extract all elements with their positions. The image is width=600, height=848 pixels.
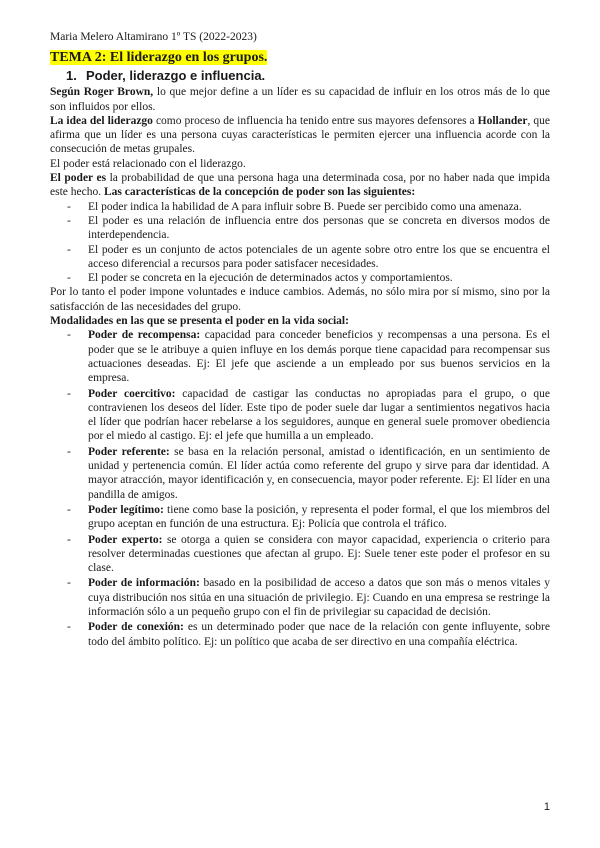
bullet-dash: - bbox=[67, 214, 71, 227]
tema-title bbox=[50, 49, 550, 66]
modality-text: capacidad para conceder beneficios y recompensas a una persona. Es el poder que se le atribuye a quien influye en los demás porque tiene capacidad para recompensar sus actuaciones deseadas. Ej: El jefe que asciende a un empleado por sus buenos servicios en la empresa. bbox=[88, 329, 550, 385]
paragraph-brown-bold: Según Roger Brown, bbox=[50, 86, 154, 99]
modality-text: basado en la posibilidad de acceso a datos que son más o menos vitales y cuya distribución nos sitúa en una situación de privilegio. Ej: Cuando en una empresa se restringe la información sólo a un pequeño grupo con el fin de privilegiar su capacidad de decisión. bbox=[88, 577, 550, 618]
paragraph-power-bold1: El poder es bbox=[50, 172, 107, 185]
section-title: Poder, liderazgo e influencia. bbox=[86, 68, 266, 84]
document-body bbox=[50, 30, 550, 650]
list-item bbox=[50, 200, 550, 214]
modality-text: capacidad de castigar las conductas no apropiadas para el grupo, o que contravienen los deseos del líder. Este tipo de poder suele dar lugar a sentimientos negativos hacia el líder que podrían hacer rebelarse a los seguidores, aunque en general suele promover obediencia por el miedo al castigo. Ej: el jefe que humilla a un empleado. bbox=[88, 387, 551, 443]
modality-item bbox=[50, 576, 550, 619]
author-line: Maria Melero Altamirano 1º TS (2022-2023) bbox=[50, 31, 257, 43]
modality-item bbox=[50, 445, 550, 502]
list-item-text: El poder es un conjunto de actos potenciales de un agente sobre otro entre los que se encuentra el acceso diferencial a recursos para poder satisfacer necesidades. bbox=[88, 243, 550, 270]
paragraph-brown bbox=[50, 85, 550, 114]
paragraph-hollander-text1: como proceso de influencia ha tenido entre sus mayores defensores a bbox=[152, 114, 478, 127]
modality-item bbox=[50, 328, 550, 385]
modalities-heading bbox=[50, 314, 550, 328]
paragraph-brown-text: lo que mejor define a un líder es su capacidad de influir en los otros más de lo que son influidos por ellos. bbox=[50, 86, 551, 113]
modality-term: Poder referente: bbox=[88, 445, 170, 458]
list-item-text: El poder indica la habilidad de A para influir sobre B. Puede ser percibido como una amenaza. bbox=[88, 200, 522, 213]
modality-item bbox=[50, 503, 550, 532]
modality-term: Poder experto: bbox=[88, 533, 163, 546]
bullet-dash: - bbox=[67, 387, 71, 400]
paragraph-power-definition bbox=[50, 171, 550, 200]
paragraph-hollander-bold1: La idea del liderazgo bbox=[50, 114, 153, 127]
paragraph-power-leadership: El poder está relacionado con el liderazgo. bbox=[50, 157, 246, 170]
list-item bbox=[50, 271, 550, 285]
paragraph-hollander-bold2: Hollander bbox=[477, 114, 528, 127]
modality-item bbox=[50, 620, 550, 649]
bullet-dash: - bbox=[67, 329, 71, 342]
modality-term: Poder de recompensa: bbox=[88, 329, 201, 342]
paragraph-hollander bbox=[50, 114, 550, 157]
modalities-list bbox=[50, 328, 550, 649]
paragraph-power-bold2: Las características de la concepción de poder son las siguientes: bbox=[103, 186, 416, 199]
bullet-dash: - bbox=[67, 621, 71, 634]
modality-term: Poder coercitivo: bbox=[88, 387, 176, 400]
bullet-dash: - bbox=[67, 200, 71, 213]
modality-term: Poder de información: bbox=[88, 577, 200, 590]
list-item-text: El poder es una relación de influencia entre dos personas que se concreta en diversos modos de interdependencia. bbox=[88, 214, 550, 242]
modality-item bbox=[50, 533, 550, 576]
section-heading bbox=[66, 67, 550, 85]
bullet-dash: - bbox=[67, 272, 71, 285]
modality-term: Poder de conexión: bbox=[88, 621, 184, 634]
modality-text: es un determinado poder que nace de la relación con gente influyente, sobre todo del ámbito político. Ej: un político que acaba de ser directivo en una compañía eléctrica. bbox=[88, 621, 550, 648]
tema-title-highlight: TEMA 2: El liderazgo en los grupos. bbox=[50, 50, 268, 66]
paragraph-closing: Por lo tanto el poder impone voluntades e induce cambios. Además, no sólo mira por sí mismo, sino por la satisfacción de las necesidades del grupo. bbox=[50, 286, 550, 313]
list-item-text: El poder se concreta en la ejecución de determinados actos y comportamientos. bbox=[88, 272, 453, 285]
paragraph-power-text: la probabilidad de que una persona haga una determinada cosa, por no haber nada que impida este hecho. bbox=[50, 172, 550, 199]
bullet-dash: - bbox=[67, 503, 71, 516]
modality-term: Poder legítimo: bbox=[88, 503, 164, 516]
list-item bbox=[50, 214, 550, 243]
modality-text: se basa en la relación personal, amistad o identificación, en un sentimiento de unidad y pertenencia común. El líder actúa como referente del grupo y sirve para dar identidad. A mayor atracción, mayor identificación y, en consecuencia, mayor poder referente. Ej: El líder en una pandilla de amigos. bbox=[88, 445, 550, 501]
bullet-dash: - bbox=[67, 445, 71, 458]
paragraph-hollander-text2: , que afirma que un líder es una persona cuyas características le permiten ejercer una influencia acorde con la consecución de metas grupales. bbox=[50, 114, 550, 156]
section-number: 1. bbox=[66, 68, 77, 84]
bullet-dash: - bbox=[67, 533, 71, 546]
modalities-heading-text: Modalidades en las que se presenta el poder en la vida social: bbox=[50, 315, 349, 328]
bullet-dash: - bbox=[67, 577, 71, 590]
modality-item bbox=[50, 387, 550, 444]
modality-text: se otorga a quien se considera con mayor capacidad, experiencia o criterio para resolver determinadas cuestiones que afectan al grupo. Ej: Suele tener este poder el profesor en su clase. bbox=[88, 533, 550, 575]
list-item bbox=[50, 243, 550, 272]
page-number: 1 bbox=[543, 801, 550, 813]
modality-text: tiene como base la posición, y representa el poder formal, el que los miembros del grupo aceptan en función de una estructura. Ej: Policía que controla el tráfico. bbox=[88, 503, 550, 531]
characteristics-list bbox=[50, 200, 550, 286]
bullet-dash: - bbox=[67, 243, 71, 256]
